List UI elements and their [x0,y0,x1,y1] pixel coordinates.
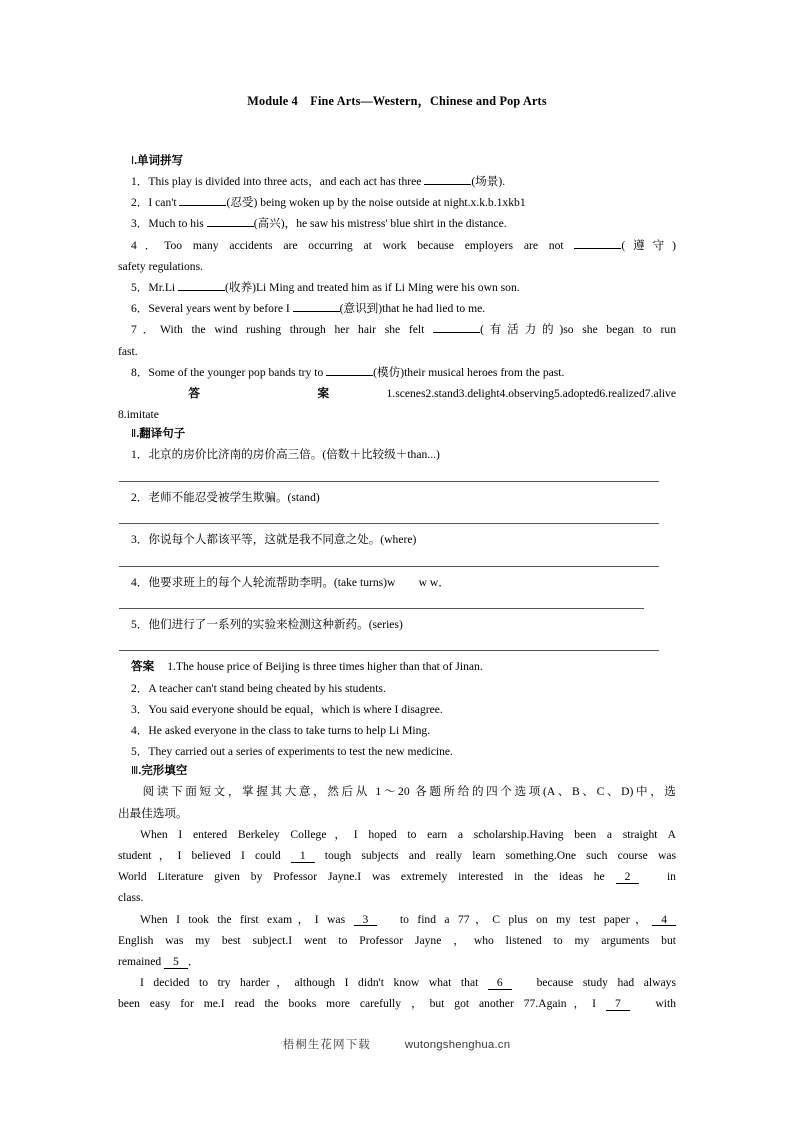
translation-item-4 [118,572,676,593]
cloze-text: to find a 77，C plus on my test paper， [377,912,653,926]
answer-3: 3.delight [458,387,500,401]
cloze-paragraph-1-line-1 [118,824,676,845]
footer-site-name: 梧桐生花网下载 [282,1039,371,1051]
item-number: 8． [131,365,149,379]
item-number: 6． [131,302,149,316]
section-title-2: .翻译句子 [136,428,186,441]
document-content [118,88,676,1015]
answer-item-2 [118,678,676,699]
answer-7: 7.alive [644,387,676,401]
cloze-paragraph-3-line-1 [118,972,676,993]
fill-blank[interactable] [179,196,226,207]
answer-6: 6.realized [599,387,645,401]
answer-text-2: A teacher can't stand being cheated by his students. [148,681,386,695]
cloze-text: student，I believed I could [118,849,291,863]
exercise-item-5 [118,277,676,298]
item-text-before: This play is divided into three acts，and each act has three [148,175,425,188]
cloze-paragraph-1-line-3 [118,866,676,887]
exercise-item-3 [118,213,676,234]
cloze-paragraph-2-line-3 [118,951,676,972]
item-text-before: Much to his [148,217,207,231]
exercise-item-7-cont: fast. [118,344,138,358]
item-text: 他要求班上的每个人轮流帮助李明。(take turns)w w w． [148,575,450,589]
page-footer [0,1036,793,1052]
cloze-text: remained [118,955,165,969]
answer-item-4 [118,720,676,741]
item-text-before: Several years went by before I [148,302,293,316]
item-text-after: (忍受) being woken up by the noise outside at night.x.k.b.1xkb1 [226,196,526,210]
item-number: 2． [131,681,149,695]
cloze-text: When I took the first exam，I was [140,912,354,926]
answer-item-3 [118,699,676,720]
cloze-text: in [639,870,676,884]
fill-blank[interactable] [424,175,471,186]
fill-blank[interactable] [433,323,480,334]
item-text-after: (高兴)，he saw his mistress' blue shirt in the distance. [253,217,507,231]
item-text: 他们进行了一系列的实验来检测这种新药。(series) [148,618,403,631]
item-text: 老师不能忍受被学生欺骗。(stand) [148,490,320,504]
item-number: 5． [131,618,149,631]
cloze-text: because study had always [511,976,676,990]
item-text-after: (收养)Li Ming and treated him as if Li Ming were his own son. [225,281,520,295]
instruction-text: 阅读下面短文，掌握其大意，然后从 1～20 各题所给的四个选项(A、B、C、D)中，选 [140,785,676,799]
answer-rule[interactable] [118,550,676,571]
item-number: 1． [131,448,149,462]
cloze-blank-2[interactable]: 2 [616,871,640,884]
fill-blank[interactable] [207,217,254,228]
answer-4: 4.observing [499,387,554,401]
answer-5: 5.adopted [553,387,600,401]
fill-blank[interactable] [178,281,225,292]
cloze-blank-7[interactable]: 7 [606,998,630,1011]
answer-text-1: 1.The house price of Beijing is three times higher than that of Jinan. [167,660,483,674]
item-text: 你说每个人都该平等，这就是我不同意之处。(where) [148,533,417,547]
answer-label: 答案 [131,660,155,674]
section-heading-cloze [131,762,676,781]
section-title-1: .单词拼写 [134,155,184,167]
cloze-blank-4[interactable]: 4 [652,914,676,927]
item-number: 3． [131,217,149,231]
answer-text-4: He asked everyone in the class to take turns to help Li Ming. [148,724,431,737]
cloze-instruction-line1 [118,781,676,802]
item-number: 5． [131,281,149,295]
answer-key-section-1-overflow: 8.imitate [118,408,159,422]
answer-rule[interactable] [118,466,676,487]
item-number: 5． [131,745,149,759]
section-heading-word-spelling [131,152,676,171]
exercise-item-4 [118,235,676,256]
item-number: 3． [131,533,149,547]
cloze-blank-5[interactable]: 5 [164,956,188,969]
item-text-before: Some of the younger pop bands try to [148,365,327,379]
cloze-paragraph-2-line-1 [118,909,676,930]
exercise-item-1 [118,171,676,192]
answer-key-section-2 [118,656,676,677]
answer-2: 2.stand [425,387,459,401]
section-heading-translation [131,425,676,444]
item-text-before: With the wind rushing through her hair she felt [160,323,434,337]
section-title-3: .完形填空 [138,765,188,778]
answer-text-5: They carried out a series of experiments to test the new medicine. [148,745,453,759]
item-number: 1． [131,175,149,188]
cloze-text: I decided to try harder，although I didn't know what that [140,976,488,990]
answer-label: 答 案 [131,387,387,401]
cloze-text: with [629,997,676,1011]
item-text-before: Mr.Li [148,281,179,295]
exercise-item-6 [118,298,676,319]
exercise-item-7 [118,319,676,340]
answer-item-5 [118,741,676,762]
cloze-paragraph-2-line-2 [118,930,676,951]
cloze-paragraph-3-line-2 [118,993,676,1014]
translation-item-1 [118,444,676,465]
translation-item-5 [118,614,676,635]
item-text: 北京的房价比济南的房价高三倍。(倍数＋比较级＋than...) [148,448,440,462]
cloze-text: been easy for me.I read the books more carefully ，but got another 77.Again，I [118,997,606,1011]
cloze-text: ． [187,955,200,969]
item-number: 3． [131,702,149,716]
exercise-item-8 [118,362,676,383]
cloze-text: World Literature given by Professor Jayne.I was extremely interested in the ideas he [118,870,616,884]
cloze-blank-6[interactable]: 6 [488,977,512,990]
fill-blank[interactable] [326,365,373,376]
fill-blank[interactable] [293,302,340,313]
answer-text-3: You said everyone should be equal，which is where I disagree. [148,702,443,716]
item-text-after: (场景). [471,175,506,188]
cloze-blank-1[interactable]: 1 [291,850,315,863]
translation-item-3 [118,529,676,550]
item-number: 4． [131,575,149,589]
answer-1: 1.scenes [386,387,426,401]
item-text-after: (遵守) [621,238,676,252]
item-text-after: (意识到)that he had lied to me. [339,302,486,316]
cloze-text: tough subjects and really learn something.One such course was [314,849,676,863]
item-number: 2． [131,196,149,210]
cloze-text: English was my best subject.I went to Professor Jayne ，who listened to my arguments but [118,933,676,947]
item-number: 4． [131,238,165,252]
cloze-instruction-line2: 出最佳选项。 [118,806,188,820]
item-text-before: Too many accidents are occurring at work because employers are not [164,238,575,252]
section-numeral-3: Ⅲ [131,765,139,778]
item-text-after: (模仿)their musical heroes from the past. [373,365,565,379]
item-text-after: (有活力的)so she began to run [480,323,676,337]
item-number: 4． [131,724,149,737]
cloze-text: When I entered Berkeley College，I hoped to earn a scholarship.Having been a straight A [140,827,676,841]
footer-site-url: wutongshenghua.cn [404,1039,511,1051]
cloze-paragraph-1-line-4: class. [118,891,144,905]
answer-key-section-1 [118,383,676,404]
item-number: 2． [131,490,149,504]
title-spacer [118,110,676,152]
section-numeral-1: Ⅰ [131,155,135,167]
section-numeral-2: Ⅱ [131,428,137,441]
cloze-paragraph-1-line-2 [118,845,676,866]
fill-blank[interactable] [574,238,621,249]
item-number: 7． [131,323,161,337]
item-text-before: I can't [148,196,180,210]
cloze-blank-3[interactable]: 3 [354,914,378,927]
answer-rule[interactable] [118,635,676,656]
page-title: Module 4 Fine Arts—Western，Chinese and Pop Arts [247,94,547,108]
translation-item-2 [118,487,676,508]
answer-rule[interactable] [118,593,676,614]
exercise-item-2 [118,192,676,213]
exercise-item-4-cont: safety regulations. [118,259,203,273]
answer-rule[interactable] [118,508,676,529]
